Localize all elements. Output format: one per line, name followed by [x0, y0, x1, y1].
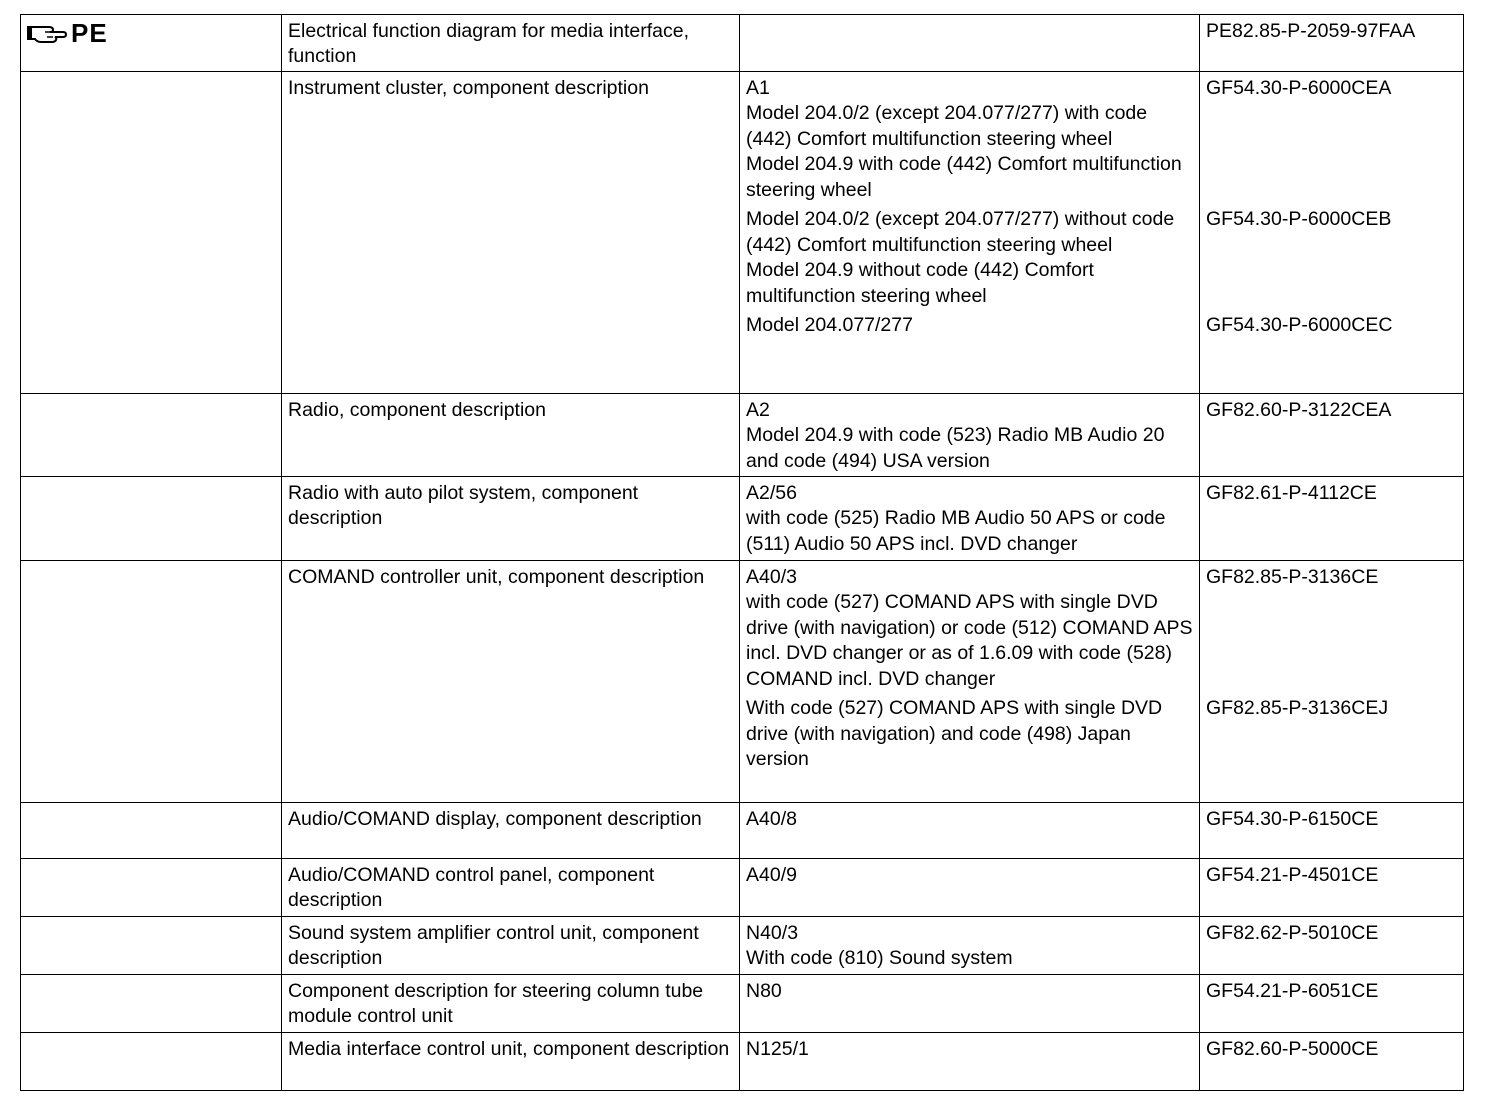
- designation-cell: [740, 561, 1200, 803]
- document-code: GF82.85-P-3136CE: [1206, 566, 1379, 588]
- document-code-cell: [1200, 859, 1464, 917]
- reference-table: [20, 14, 1464, 1091]
- description-cell: Sound system amplifier control unit, component description: [282, 917, 740, 975]
- description-cell: Audio/COMAND display, component description: [282, 803, 740, 859]
- designation: A40/3: [746, 566, 797, 588]
- description-cell: Electrical function diagram for media interface, function: [282, 15, 740, 72]
- document-code: GF54.30-P-6000CEA: [1206, 77, 1392, 99]
- condition-text: Model 204.0/2 (except 204.077/277) with code (442) Comfort multifunction steering wheel Model 204.9 with code (442) Comfort multifunction steering wheel: [746, 102, 1182, 201]
- designation-cell: [740, 15, 1200, 72]
- table-row: [21, 917, 1464, 975]
- table-row: [21, 477, 1464, 561]
- table-row: [21, 72, 1464, 394]
- marker-cell: [21, 477, 282, 561]
- condition-text: with code (527) COMAND APS with single DVD drive (with navigation) or code (512) COMAND APS incl. DVD changer or as of 1.6.09 with code (528) COMAND incl. DVD changer: [746, 591, 1193, 690]
- condition-text: Model 204.0/2 (except 204.077/277) without code (442) Comfort multifunction steering wheel Model 204.9 without code (442) Comfort multifunction steering wheel: [746, 208, 1175, 307]
- condition-text: With code (527) COMAND APS with single DVD drive (with navigation) and code (498) Japan version: [746, 697, 1163, 770]
- description-cell: COMAND controller unit, component description: [282, 561, 740, 803]
- description-cell: Radio, component description: [282, 394, 740, 477]
- table-row: [21, 561, 1464, 803]
- marker-cell: [21, 394, 282, 477]
- designation: A1: [746, 77, 770, 99]
- pe-marker: [27, 19, 275, 47]
- document-code: GF54.21-P-4501CE: [1206, 864, 1379, 886]
- marker-cell: [21, 859, 282, 917]
- condition-text: With code (810) Sound system: [746, 947, 1013, 969]
- condition-text: with code (525) Radio MB Audio 50 APS or code (511) Audio 50 APS incl. DVD changer: [746, 507, 1166, 555]
- condition-text: Model 204.9 with code (523) Radio MB Audio 20 and code (494) USA version: [746, 424, 1165, 472]
- designation: N125/1: [746, 1037, 809, 1060]
- designation-cell: [740, 803, 1200, 859]
- designation: N40/3: [746, 922, 799, 944]
- document-code-cell: [1200, 1032, 1464, 1090]
- marker-cell: [21, 72, 282, 394]
- designation-cell: [740, 477, 1200, 561]
- designation-cell: [740, 394, 1200, 477]
- designation: A2/56: [746, 482, 797, 504]
- designation: A40/9: [746, 864, 797, 886]
- table-row: [21, 974, 1464, 1032]
- document-code: PE82.85-P-2059-97FAA: [1206, 20, 1416, 42]
- description-cell: Media interface control unit, component description: [282, 1032, 740, 1090]
- designation-cell: [740, 1032, 1200, 1090]
- table-row: [21, 803, 1464, 859]
- description-cell: Radio with auto pilot system, component description: [282, 477, 740, 561]
- table-row: [21, 1032, 1464, 1090]
- marker-cell: [21, 15, 282, 72]
- marker-cell: [21, 917, 282, 975]
- designation: A2: [746, 399, 770, 421]
- marker-cell: [21, 974, 282, 1032]
- designation-cell: [740, 974, 1200, 1032]
- marker-cell: [21, 561, 282, 803]
- description-cell: Audio/COMAND control panel, component description: [282, 859, 740, 917]
- condition-text: Model 204.077/277: [746, 314, 913, 336]
- designation-cell: [740, 917, 1200, 975]
- document-code: GF82.60-P-3122CEA: [1206, 399, 1392, 421]
- document-code-cell: [1200, 917, 1464, 975]
- designation: A40/8: [746, 808, 797, 830]
- document-code-cell: [1200, 477, 1464, 561]
- document-code: GF54.30-P-6000CEB: [1206, 208, 1392, 230]
- document-code-cell: [1200, 15, 1464, 72]
- designation-cell: [740, 72, 1200, 394]
- table-row: [21, 859, 1464, 917]
- pointing-hand-icon: [27, 21, 67, 45]
- designation: N80: [746, 979, 782, 1002]
- description-cell: Instrument cluster, component description: [282, 72, 740, 394]
- document-code: GF82.60-P-5000CE: [1206, 1037, 1379, 1060]
- designation-cell: [740, 859, 1200, 917]
- marker-label: PE: [71, 18, 108, 48]
- description-cell: Component description for steering column tube module control unit: [282, 974, 740, 1032]
- document-code-cell: [1200, 394, 1464, 477]
- marker-cell: [21, 803, 282, 859]
- table-row: [21, 394, 1464, 477]
- document-code-cell: [1200, 974, 1464, 1032]
- document-code: GF54.30-P-6150CE: [1206, 808, 1379, 830]
- document-code: GF54.21-P-6051CE: [1206, 979, 1379, 1002]
- document-code: GF82.61-P-4112CE: [1206, 482, 1377, 504]
- document-code-cell: [1200, 803, 1464, 859]
- document-code: GF82.62-P-5010CE: [1206, 922, 1379, 944]
- document-code: GF54.30-P-6000CEC: [1206, 314, 1393, 336]
- document-code-cell: [1200, 561, 1464, 803]
- marker-cell: [21, 1032, 282, 1090]
- table-row: [21, 15, 1464, 72]
- document-code: GF82.85-P-3136CEJ: [1206, 697, 1389, 719]
- document-code-cell: [1200, 72, 1464, 394]
